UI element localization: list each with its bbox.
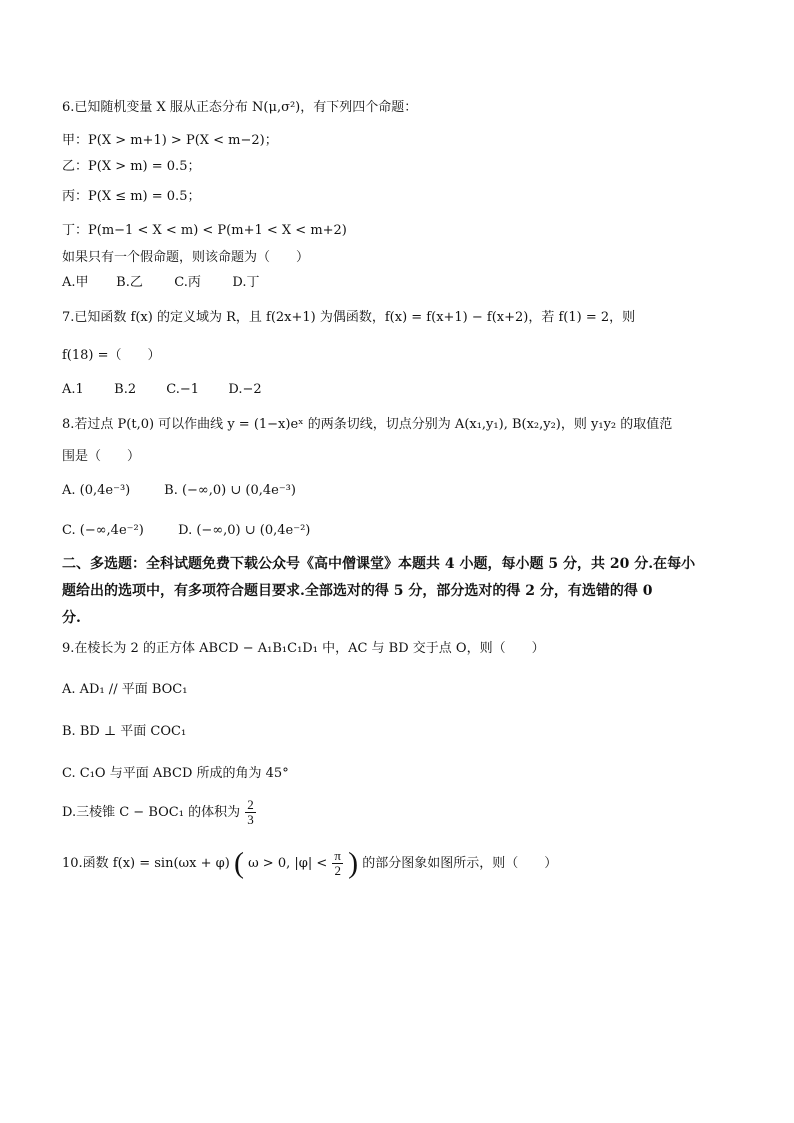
- q8-option-d: D. (−∞,0) ∪ (0,4e⁻²): [178, 523, 311, 538]
- q9-option-d-text: D.三棱锥 C − BOC₁ 的体积为: [62, 805, 241, 820]
- fraction-numerator: 2: [247, 797, 254, 812]
- q7-options: [62, 380, 262, 400]
- q8-stem-continued: 围是（ ）: [62, 449, 141, 464]
- q7-question: f(18) =（ ）: [62, 348, 161, 363]
- q6-proposition-ding: 丁：P(m−1 < X < m) < P(m+1 < X < m+2): [62, 223, 347, 238]
- fraction-denominator: 3: [247, 812, 254, 827]
- q7-option-a: A.1: [62, 382, 84, 397]
- q6-option-a: A.甲: [62, 275, 89, 290]
- q6-proposition-jia: 甲：P(X > m+1) > P(X < m−2)；: [62, 133, 278, 148]
- q10-condition: ω > 0, |φ| <: [248, 856, 328, 871]
- q6-options: [62, 273, 260, 293]
- q7-option-c: C.−1: [166, 382, 200, 397]
- q10-function: 10.函数 f(x) = sin(ωx + φ): [62, 856, 230, 871]
- q7-option-b: B.2: [114, 382, 137, 397]
- q9-option-d: [62, 798, 257, 827]
- q7-option-d: D.−2: [228, 382, 262, 397]
- left-paren: (: [233, 846, 244, 880]
- section2-line1: 二、多选题：全科试题免费下载公众号《高中僧课堂》本题共 4 小题，每小题 5 分，共 20 分.在每小: [62, 556, 696, 572]
- q6-question: 如果只有一个假命题，则该命题为（ ）: [62, 250, 310, 265]
- section2-line2: 题给出的选项中，有多项符合题目要求.全部选对的得 5 分，部分选对的得 2 分，有选错的得 0: [62, 583, 653, 599]
- q6-option-c: C.丙: [174, 275, 201, 290]
- q8-option-b: B. (−∞,0) ∪ (0,4e⁻³): [164, 483, 296, 498]
- section2-line3: 分.: [62, 610, 81, 626]
- pi-over-two: [332, 849, 343, 878]
- fraction-numerator: π: [334, 848, 341, 863]
- q9-stem: 9.在棱长为 2 的正方体 ABCD − A₁B₁C₁D₁ 中，AC 与 BD 交于点 O，则（ ）: [62, 641, 545, 656]
- q6-proposition-bing: 丙：P(X ≤ m) = 0.5；: [62, 189, 201, 204]
- q9-volume-fraction: [245, 798, 256, 827]
- q10-question: 的部分图象如图所示，则（ ）: [362, 856, 558, 871]
- q8-stem: 8.若过点 P(t,0) 可以作曲线 y = (1−x)eˣ 的两条切线，切点分别为 A(x₁,y₁), B(x₂,y₂)，则 y₁y₂ 的取值范: [62, 417, 673, 432]
- q8-options-row1: [62, 481, 296, 501]
- q6-option-d: D.丁: [232, 275, 260, 290]
- right-paren: ): [348, 846, 359, 880]
- q9-option-a: A. AD₁ // 平面 BOC₁: [62, 682, 188, 697]
- q6-option-b: B.乙: [116, 275, 143, 290]
- q7-stem: 7.已知函数 f(x) 的定义域为 R，且 f(2x+1) 为偶函数，f(x) = f(x+1) − f(x+2)，若 f(1) = 2，则: [62, 310, 636, 325]
- q6-stem: 6.已知随机变量 X 服从正态分布 N(μ,σ²)，有下列四个命题：: [62, 100, 418, 115]
- q8-options-row2: [62, 521, 310, 541]
- q8-option-a: A. (0,4e⁻³): [62, 483, 131, 498]
- fraction-denominator: 2: [334, 863, 341, 878]
- q6-proposition-yi: 乙：P(X > m) = 0.5；: [62, 159, 201, 174]
- q9-option-c: C. C₁O 与平面 ABCD 所成的角为 45°: [62, 766, 289, 781]
- q10-stem: [62, 846, 557, 882]
- q9-option-b: B. BD ⊥ 平面 COC₁: [62, 724, 187, 739]
- q8-option-c: C. (−∞,4e⁻²): [62, 523, 144, 538]
